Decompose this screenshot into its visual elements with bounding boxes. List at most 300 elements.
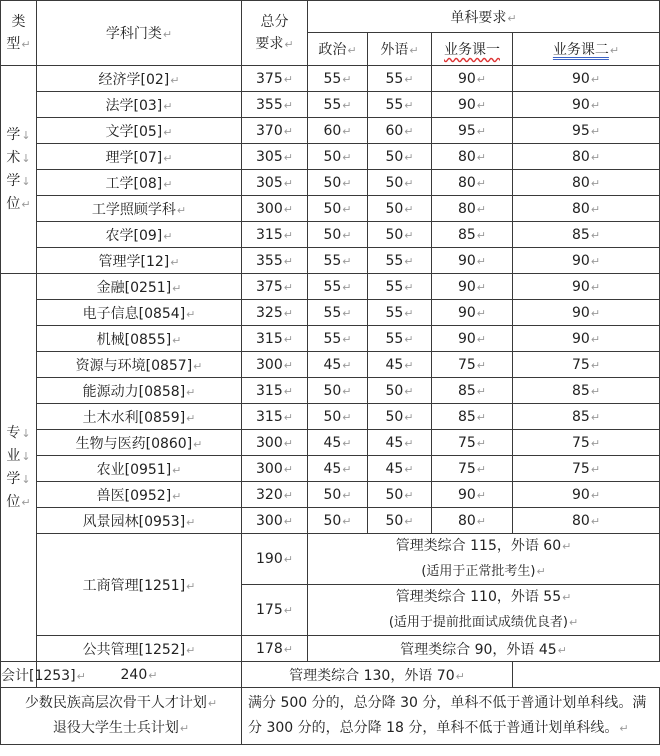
politics-cell-text: 55	[323, 96, 342, 113]
politics-cell-text: 45	[323, 356, 342, 373]
course2-cell-text: 80	[571, 174, 590, 191]
foreign-cell	[368, 66, 432, 92]
table-row	[1, 326, 660, 352]
paragraph-mark: ↵	[283, 72, 293, 86]
total-cell-text: 178	[256, 640, 283, 657]
course2-cell-text: 90	[571, 252, 590, 269]
course1-cell	[432, 404, 513, 430]
foreign-cell	[368, 378, 432, 404]
paragraph-mark: ↵	[590, 176, 601, 190]
total-cell	[242, 482, 308, 508]
category-cell	[37, 508, 242, 534]
category-cell-text: 农学[09]	[105, 227, 163, 244]
paragraph-mark: ↵	[342, 410, 352, 424]
course2-cell-text: 80	[571, 512, 590, 529]
paragraph-mark: ↵	[590, 254, 601, 268]
paragraph-mark: ↵	[342, 358, 352, 372]
paragraph-mark: ↵	[163, 125, 173, 139]
category-cell	[37, 66, 242, 92]
category-cell	[37, 92, 242, 118]
paragraph-mark: ↵	[590, 228, 601, 242]
paragraph-mark: ↵	[404, 410, 414, 424]
table-row	[1, 300, 660, 326]
total-cell-text: 300	[256, 434, 283, 451]
course1-cell	[432, 482, 513, 508]
foreign-cell	[368, 508, 432, 534]
course1-cell-text: 90	[457, 486, 476, 503]
category-cell-text: 风景园林[0953]	[82, 513, 186, 530]
paragraph-mark: ↵	[163, 229, 173, 243]
total-cell	[242, 196, 308, 222]
paragraph-mark: ↵	[172, 281, 182, 295]
course2-cell	[513, 170, 660, 196]
politics-cell	[308, 118, 368, 144]
academic-group-label-char: 位	[6, 195, 21, 212]
paragraph-mark: ↵	[455, 669, 465, 683]
politics-cell	[308, 326, 368, 352]
paragraph-mark: ↵	[283, 384, 293, 398]
course1-cell	[432, 378, 513, 404]
total-cell	[242, 508, 308, 534]
category-cell	[37, 196, 242, 222]
paragraph-mark: ↵	[404, 72, 414, 86]
paragraph-mark: ↵	[283, 280, 293, 294]
paragraph-mark: ↵	[590, 358, 601, 372]
category-cell	[37, 636, 242, 662]
paragraph-mark: ↵	[476, 254, 487, 268]
paragraph-mark: ↵	[404, 514, 414, 528]
paragraph-mark: ↵	[283, 306, 293, 320]
academic-group-label-char: 学	[6, 172, 21, 189]
paragraph-mark: ↵	[186, 385, 196, 399]
category-cell-text: 管理学[12]	[98, 253, 170, 270]
paragraph-mark: ↵	[404, 488, 414, 502]
paragraph-mark: ↵	[283, 228, 293, 242]
table-row	[1, 662, 660, 688]
course1-cell	[432, 170, 513, 196]
politics-cell	[308, 430, 368, 456]
total-cell	[242, 248, 308, 274]
table-row	[1, 196, 660, 222]
paragraph-mark: ↵	[404, 332, 414, 346]
category-cell	[37, 534, 242, 636]
paragraph-mark: ↵	[404, 98, 414, 112]
politics-cell	[308, 404, 368, 430]
paragraph-mark: ↵	[404, 202, 414, 216]
total-cell	[242, 378, 308, 404]
professional-group-label-char: 业	[6, 447, 21, 464]
course2-cell	[513, 196, 660, 222]
politics-cell-text: 50	[323, 408, 342, 425]
course1-cell	[432, 248, 513, 274]
paragraph-mark: ↵	[476, 124, 487, 138]
course2-header: 业务课二↵	[513, 33, 660, 66]
category-cell-text: 会计[1253]	[1, 667, 76, 684]
category-cell	[37, 300, 242, 326]
category-cell	[37, 326, 242, 352]
academic-group-label: 学↓ 术↓ 学↓ 位↵	[1, 66, 37, 274]
total-cell-text: 240	[120, 666, 148, 683]
paragraph-mark: ↵	[342, 332, 352, 346]
paragraph-mark: ↵	[283, 553, 293, 566]
course2-cell-text: 95	[571, 122, 590, 139]
category-cell-text: 农业[0951]	[96, 461, 172, 478]
course2-cell	[513, 248, 660, 274]
foreign-cell-text: 55	[385, 96, 404, 113]
category-cell	[37, 170, 242, 196]
category-cell	[1, 662, 86, 688]
foreign-cell-text: 55	[385, 330, 404, 347]
course2-cell-text: 90	[571, 330, 590, 347]
paragraph-mark: ↵	[283, 254, 293, 268]
paragraph-mark: ↵	[283, 604, 293, 617]
course2-cell	[513, 326, 660, 352]
total-cell-text: 300	[256, 460, 283, 477]
table-row	[1, 482, 660, 508]
foreign-cell-text: 50	[385, 200, 404, 217]
course2-cell-text: 80	[571, 200, 590, 217]
foreign-cell	[368, 196, 432, 222]
paragraph-mark: ↵	[342, 254, 352, 268]
course2-cell-text: 90	[571, 278, 590, 295]
paragraph-mark: ↵	[283, 98, 293, 112]
table-row	[1, 456, 660, 482]
paragraph-mark: ↵	[476, 72, 487, 86]
course1-cell-text: 80	[457, 512, 476, 529]
course2-cell-text: 75	[571, 356, 590, 373]
total-cell-text: 190	[256, 551, 283, 567]
course1-cell-text: 90	[457, 304, 476, 321]
paragraph-mark: ↵	[590, 436, 601, 450]
category-cell-text: 工学照顾学科	[91, 201, 176, 218]
table-row	[1, 378, 660, 404]
paragraph-mark: ↵	[476, 306, 487, 320]
category-cell	[37, 482, 242, 508]
table-row	[1, 118, 660, 144]
politics-cell-text: 45	[323, 434, 342, 451]
category-cell-text: 工商管理[1251]	[82, 577, 186, 594]
paragraph-mark: ↵	[342, 202, 352, 216]
politics-cell-text: 50	[323, 174, 342, 191]
paragraph-mark: ↵	[283, 462, 293, 476]
course1-cell	[432, 196, 513, 222]
foreign-cell	[368, 326, 432, 352]
course2-cell	[513, 456, 660, 482]
paragraph-mark: ↵	[476, 358, 487, 372]
paragraph-mark: ↵	[590, 384, 601, 398]
course1-cell-text: 90	[457, 96, 476, 113]
category-cell-text: 资源与环境[0857]	[75, 357, 193, 374]
category-cell-text: 经济学[02]	[98, 71, 170, 88]
paragraph-mark: ↵	[590, 306, 601, 320]
foreign-cell	[368, 248, 432, 274]
paragraph-mark: ↵	[342, 228, 352, 242]
paragraph-mark: ↵	[476, 228, 487, 242]
professional-group-label: 专↓ 业↓ 学↓ 位↵	[1, 274, 37, 662]
table-row	[1, 430, 660, 456]
paragraph-mark: ↵	[342, 72, 352, 86]
paragraph-mark: ↵	[342, 514, 352, 528]
paragraph-mark: ↵	[186, 515, 196, 529]
course2-cell-text: 75	[571, 460, 590, 477]
foreign-cell-text: 55	[385, 70, 404, 87]
total-cell-text: 305	[256, 174, 283, 191]
total-cell	[242, 456, 308, 482]
academic-group-label-char: 学	[6, 126, 21, 143]
course2-cell-text: 80	[571, 148, 590, 165]
course1-cell-text: 85	[457, 382, 476, 399]
table-row	[1, 636, 660, 662]
foreign-cell	[368, 300, 432, 326]
paragraph-mark: ↵	[186, 307, 196, 321]
category-cell	[37, 118, 242, 144]
course2-cell-text: 85	[571, 408, 590, 425]
paragraph-mark: ↵	[283, 358, 293, 372]
foreign-cell	[368, 430, 432, 456]
paragraph-mark: ↵	[283, 332, 293, 346]
course2-cell	[513, 92, 660, 118]
total-cell	[242, 404, 308, 430]
paragraph-mark: ↵	[283, 410, 293, 424]
professional-group-label-char: 位	[6, 493, 21, 510]
politics-cell-text: 50	[323, 382, 342, 399]
foreign-cell	[368, 404, 432, 430]
combined-requirement-cell-text: 管理类综合 90，外语 45	[400, 641, 557, 658]
paragraph-mark: ↵	[476, 150, 487, 164]
paragraph-mark: ↵	[342, 124, 352, 138]
course1-cell-text: 80	[457, 174, 476, 191]
category-cell-text: 金融[0251]	[96, 279, 172, 296]
paragraph-mark: ↵	[590, 202, 601, 216]
category-cell-text: 机械[0855]	[96, 331, 172, 348]
combined-requirement-cell: 管理类综合 110，外语 55↵ (适用于提前批面试成绩优良者)↵	[308, 585, 660, 636]
paragraph-mark: ↵	[404, 228, 414, 242]
politics-cell-text: 60	[323, 122, 342, 139]
category-cell-text: 公共管理[1252]	[82, 641, 186, 658]
politics-cell-text: 55	[323, 330, 342, 347]
category-cell	[37, 404, 242, 430]
foreign-cell	[368, 144, 432, 170]
foreign-cell	[368, 482, 432, 508]
combined-requirement-cell	[242, 662, 513, 688]
paragraph-mark: ↵	[342, 488, 352, 502]
requirement-note: (适用于提前批面试成绩优良者)	[388, 615, 568, 630]
foreign-cell-text: 50	[385, 408, 404, 425]
paragraph-mark: ↵	[557, 643, 567, 657]
paragraph-mark: ↵	[590, 514, 601, 528]
course2-cell	[513, 378, 660, 404]
paragraph-mark: ↵	[404, 124, 414, 138]
paragraph-mark: ↵	[163, 177, 173, 191]
politics-cell	[308, 144, 368, 170]
course1-cell	[432, 352, 513, 378]
politics-cell-text: 50	[323, 512, 342, 529]
course2-cell	[513, 118, 660, 144]
paragraph-mark: ↵	[590, 488, 601, 502]
paragraph-mark: ↵	[404, 176, 414, 190]
total-cell-text: 320	[256, 486, 283, 503]
paragraph-mark: ↵	[342, 98, 352, 112]
course2-cell-text: 90	[571, 304, 590, 321]
total-cell	[242, 300, 308, 326]
politics-cell-text: 50	[323, 486, 342, 503]
course1-cell-text: 95	[457, 122, 476, 139]
course2-cell	[513, 222, 660, 248]
footer-row	[1, 688, 660, 745]
course1-cell-text: 90	[457, 70, 476, 87]
politics-cell-text: 45	[323, 460, 342, 477]
category-cell	[37, 274, 242, 300]
foreign-cell-text: 50	[385, 512, 404, 529]
foreign-cell-text: 50	[385, 148, 404, 165]
table-row	[1, 144, 660, 170]
course2-cell-text: 90	[571, 70, 590, 87]
paragraph-mark: ↵	[404, 150, 414, 164]
special-plan-label: 少数民族高层次骨干人才计划↵ 退役大学生士兵计划↵	[1, 688, 242, 745]
paragraph-mark: ↵	[476, 202, 487, 216]
paragraph-mark: ↵	[476, 436, 487, 450]
paragraph-mark: ↵	[148, 668, 158, 682]
paragraph-mark: ↵	[172, 333, 182, 347]
category-cell-text: 能源动力[0858]	[82, 383, 186, 400]
paragraph-mark: ↵	[283, 176, 293, 190]
requirement-note: (适用于正常批考生)	[421, 564, 536, 579]
course2-cell	[513, 300, 660, 326]
course2-cell-text: 90	[571, 486, 590, 503]
course2-cell	[513, 482, 660, 508]
total-cell	[242, 326, 308, 352]
paragraph-mark: ↵	[590, 410, 601, 424]
paragraph-mark: ↵	[590, 98, 601, 112]
category-cell	[37, 352, 242, 378]
paragraph-mark: ↵	[476, 332, 487, 346]
course1-cell-text: 80	[457, 200, 476, 217]
category-cell-text: 理学[07]	[105, 149, 163, 166]
politics-cell	[308, 482, 368, 508]
politics-cell	[308, 352, 368, 378]
total-cell-text: 370	[256, 122, 283, 139]
category-cell	[37, 378, 242, 404]
course2-cell-text: 75	[571, 434, 590, 451]
course2-cell	[513, 144, 660, 170]
total-cell-text: 315	[256, 226, 283, 243]
foreign-cell	[368, 92, 432, 118]
professional-group-label-char: 专	[6, 424, 21, 441]
foreign-cell-text: 55	[385, 304, 404, 321]
course1-cell	[432, 118, 513, 144]
table-row	[1, 274, 660, 300]
politics-cell-text: 55	[323, 252, 342, 269]
course1-cell	[432, 430, 513, 456]
paragraph-mark: ↵	[476, 384, 487, 398]
foreign-cell-text: 45	[385, 434, 404, 451]
total-cell-text: 300	[256, 200, 283, 217]
total-cell	[242, 274, 308, 300]
total-cell-text: 315	[256, 382, 283, 399]
foreign-cell	[368, 352, 432, 378]
paragraph-mark: ↵	[193, 359, 203, 373]
course1-cell	[432, 274, 513, 300]
paragraph-mark: ↵	[590, 280, 601, 294]
table-row	[1, 508, 660, 534]
paragraph-mark: ↵	[283, 150, 293, 164]
politics-cell-text: 50	[323, 200, 342, 217]
category-cell-text: 生物与医药[0860]	[75, 435, 193, 452]
politics-cell	[308, 66, 368, 92]
paragraph-mark: ↵	[186, 579, 196, 593]
requirement-text: 管理类综合 115，外语 60	[395, 538, 562, 554]
paragraph-mark: ↵	[342, 176, 352, 190]
category-cell-text: 土木水利[0859]	[82, 409, 186, 426]
paragraph-mark: ↵	[342, 436, 352, 450]
paragraph-mark: ↵	[170, 255, 180, 269]
foreign-cell-text: 50	[385, 486, 404, 503]
politics-cell-text: 55	[323, 70, 342, 87]
course1-cell-text: 75	[457, 356, 476, 373]
foreign-header: 外语↵	[368, 33, 432, 66]
course1-cell-text: 75	[457, 434, 476, 451]
paragraph-mark: ↵	[283, 514, 293, 528]
special-plan-rule: 满分 500 分的，总分降 30 分，单科不低于普通计划单科线。满分 300 分的，总分降 18 分，单科不低于普通计划单科线。↵	[242, 688, 660, 745]
course1-cell	[432, 456, 513, 482]
table-row	[1, 352, 660, 378]
course2-cell-text: 90	[571, 96, 590, 113]
course1-cell	[432, 144, 513, 170]
requirement-text: 管理类综合 110，外语 55	[395, 589, 562, 605]
foreign-cell	[368, 118, 432, 144]
foreign-cell	[368, 274, 432, 300]
professional-group-label-char: 学	[6, 470, 21, 487]
single-header: 单科要求↵	[308, 1, 660, 33]
course1-cell	[432, 326, 513, 352]
paragraph-mark: ↵	[476, 410, 487, 424]
course2-cell	[513, 352, 660, 378]
category-cell-text: 法学[03]	[105, 97, 163, 114]
category-cell-text: 文学[05]	[105, 123, 163, 140]
combined-requirement-cell	[308, 636, 660, 662]
paragraph-mark: ↵	[590, 124, 601, 138]
total-cell-text: 300	[256, 512, 283, 529]
total-cell	[242, 222, 308, 248]
category-cell-text: 兽医[0952]	[96, 487, 172, 504]
paragraph-mark: ↵	[176, 203, 187, 217]
total-cell-text: 305	[256, 148, 283, 165]
table-row	[1, 170, 660, 196]
paragraph-mark: ↵	[342, 462, 352, 476]
total-header: 总分 要求↵	[242, 1, 308, 66]
category-cell-text: 工学[08]	[105, 175, 163, 192]
politics-cell	[308, 274, 368, 300]
total-cell	[242, 636, 308, 662]
foreign-cell	[368, 170, 432, 196]
politics-cell	[308, 222, 368, 248]
paragraph-mark: ↵	[283, 202, 293, 216]
foreign-cell-text: 55	[385, 252, 404, 269]
total-cell-text: 300	[256, 356, 283, 373]
course1-header: 业务课一	[432, 33, 513, 66]
total-cell-text: 325	[256, 304, 283, 321]
total-cell	[242, 352, 308, 378]
politics-header: 政治↵	[308, 33, 368, 66]
paragraph-mark: ↵	[163, 151, 173, 165]
total-cell	[242, 66, 308, 92]
paragraph-mark: ↵	[404, 384, 414, 398]
paragraph-mark: ↵	[476, 462, 487, 476]
paragraph-mark: ↵	[342, 280, 352, 294]
total-cell-text: 375	[256, 70, 283, 87]
paragraph-mark: ↵	[283, 642, 293, 656]
total-cell-text: 355	[256, 252, 283, 269]
